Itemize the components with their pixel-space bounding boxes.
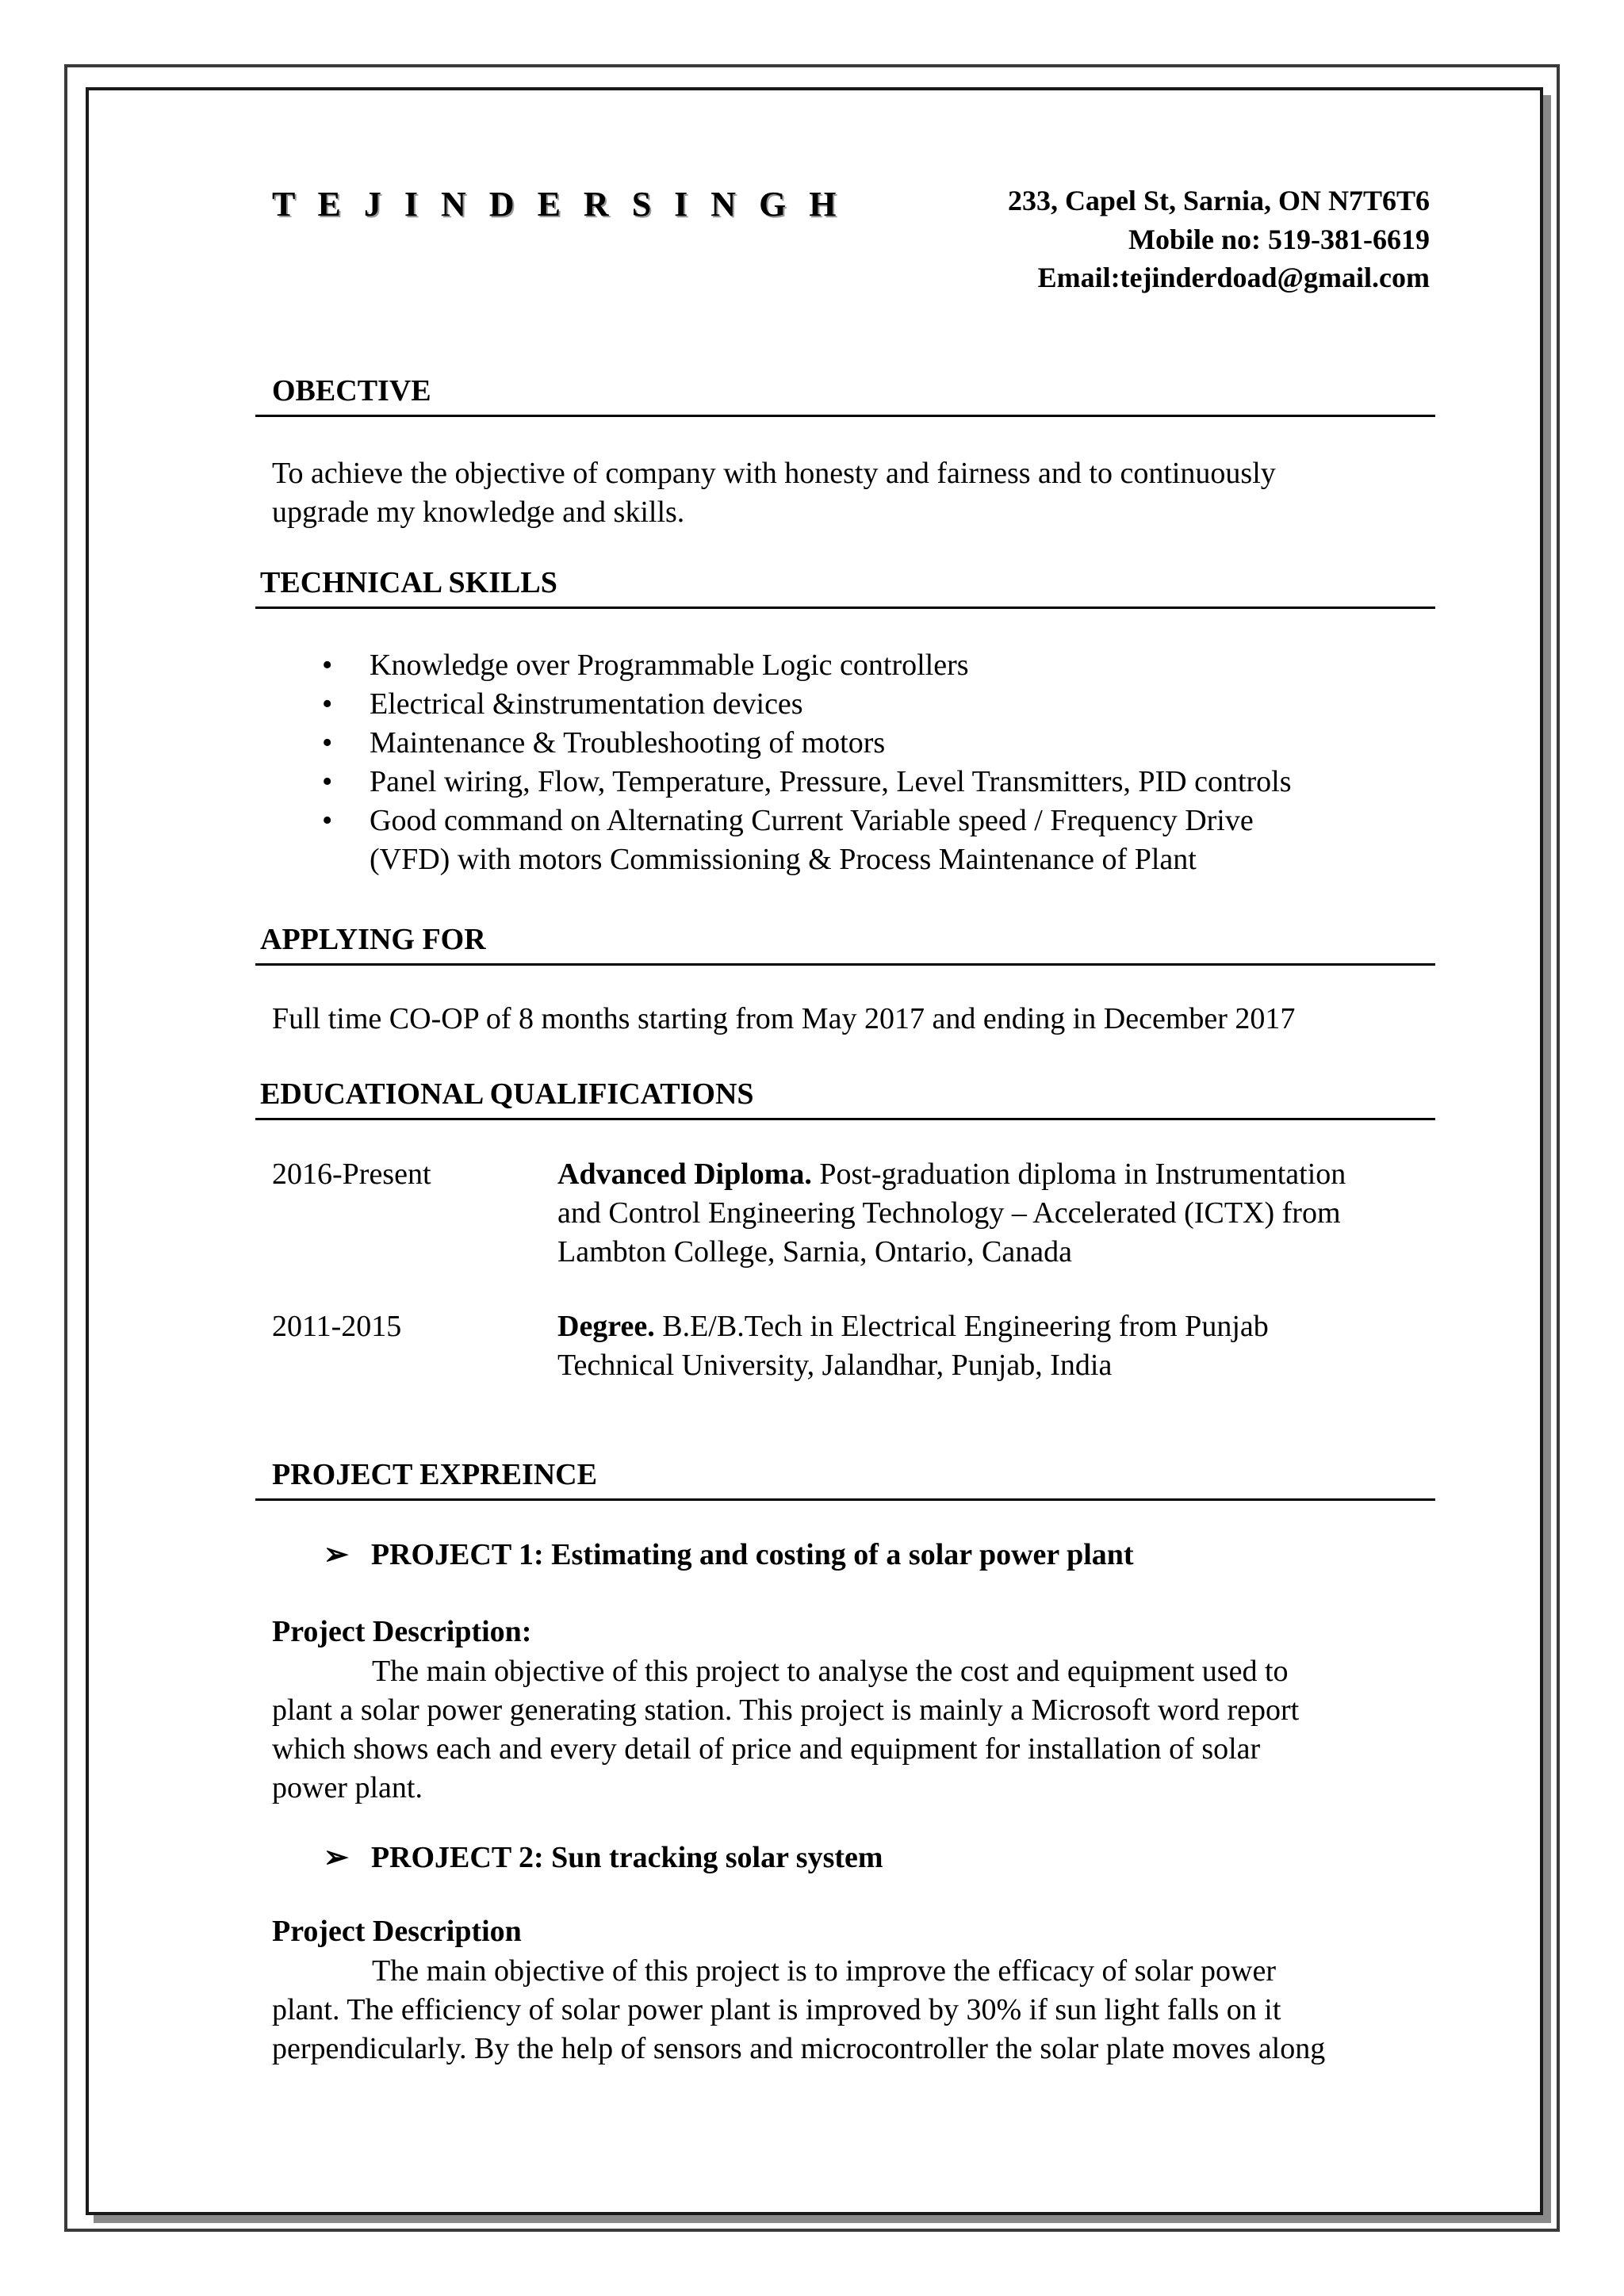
project-2-description (272, 1952, 1430, 2068)
candidate-name: T E J I N D E R S I N G H (272, 185, 844, 224)
technical-skills-rule (255, 607, 1435, 609)
applying-for-rule (255, 963, 1435, 966)
project-2-title (324, 1839, 883, 1875)
skill-item: • Maintenance & Troubleshooting of motors (317, 724, 1292, 763)
objective-rule (255, 415, 1435, 417)
skill-item-continuation: (VFD) with motors Commissioning & Process Maintenance of Plant (370, 843, 1197, 876)
education-title: Advanced Diploma. (557, 1158, 812, 1191)
description-line: which shows each and every detail of price and equipment for installation of solar (272, 1732, 1261, 1766)
education-description (557, 1307, 1624, 1385)
description-line: The main objective of this project to analyse the cost and equipment used to (372, 1655, 1289, 1688)
description-line: power plant. (272, 1771, 423, 1804)
project-2-description-heading: Project Description (272, 1915, 522, 1948)
skill-item: • Knowledge over Programmable Logic controllers (317, 646, 1292, 685)
education-line: Lambton College, Sarnia, Ontario, Canada (557, 1235, 1072, 1269)
education-description (557, 1155, 1624, 1272)
description-line: plant a solar power generating station. This project is mainly a Microsoft word report (272, 1693, 1300, 1727)
description-line: perpendicularly. By the help of sensors and microcontroller the solar plate moves along (272, 2032, 1326, 2065)
education-line: Technical University, Jalandhar, Punjab, India (557, 1349, 1113, 1382)
skill-item: • Electrical &instrumentation devices (317, 685, 1292, 724)
objective-heading: OBECTIVE (272, 374, 431, 408)
education-line: Post-graduation diploma in Instrumentation (811, 1158, 1346, 1191)
applying-for-heading: APPLYING FOR (260, 923, 486, 956)
technical-skills-list (317, 646, 1292, 840)
objective-line-1: To achieve the objective of company with honesty and fairness and to continuously (272, 457, 1276, 490)
skill-item: • Panel wiring, Flow, Temperature, Pressure, Level Transmitters, PID controls (317, 763, 1292, 802)
email-address: Email:tejinderdoad@gmail.com (1037, 262, 1430, 293)
applying-for-text: Full time CO-OP of 8 months starting from May 2017 and ending in December 2017 (272, 1002, 1296, 1035)
address: 233, Capel St, Sarnia, ON N7T6T6 (1007, 185, 1430, 216)
arrow-bullet-icon: ➢ (324, 1538, 349, 1571)
projects-rule (255, 1498, 1435, 1501)
project-1-description-heading: Project Description: (272, 1615, 532, 1648)
project-title-text: PROJECT 1: Estimating and costing of a solar power plant (370, 1538, 1134, 1571)
project-title-text: PROJECT 2: Sun tracking solar system (370, 1841, 883, 1874)
education-years: 2011-2015 (272, 1310, 402, 1343)
technical-skills-heading: TECHNICAL SKILLS (260, 566, 557, 599)
education-line: B.E/B.Tech in Electrical Engineering from Punjab (654, 1310, 1269, 1343)
projects-heading: PROJECT EXPREINCE (272, 1458, 597, 1491)
mobile-number: Mobile no: 519-381-6619 (1128, 224, 1430, 255)
education-heading: EDUCATIONAL QUALIFICATIONS (260, 1077, 754, 1111)
project-1-title (324, 1536, 1134, 1572)
education-title: Degree. (557, 1310, 655, 1343)
description-line: The main objective of this project is to improve the efficacy of solar power (372, 1954, 1276, 1988)
education-line: and Control Engineering Technology – Accelerated (ICTX) from (557, 1196, 1341, 1230)
education-rule (255, 1118, 1435, 1120)
description-line: plant. The efficiency of solar power plant is improved by 30% if sun light falls on it (272, 1993, 1281, 2026)
objective-line-2: upgrade my knowledge and skills. (272, 496, 685, 529)
arrow-bullet-icon: ➢ (324, 1841, 349, 1874)
education-years: 2016-Present (272, 1158, 431, 1191)
project-1-description (272, 1652, 1430, 1808)
skill-item: • Good command on Alternating Current Variable speed / Frequency Drive (317, 802, 1292, 840)
